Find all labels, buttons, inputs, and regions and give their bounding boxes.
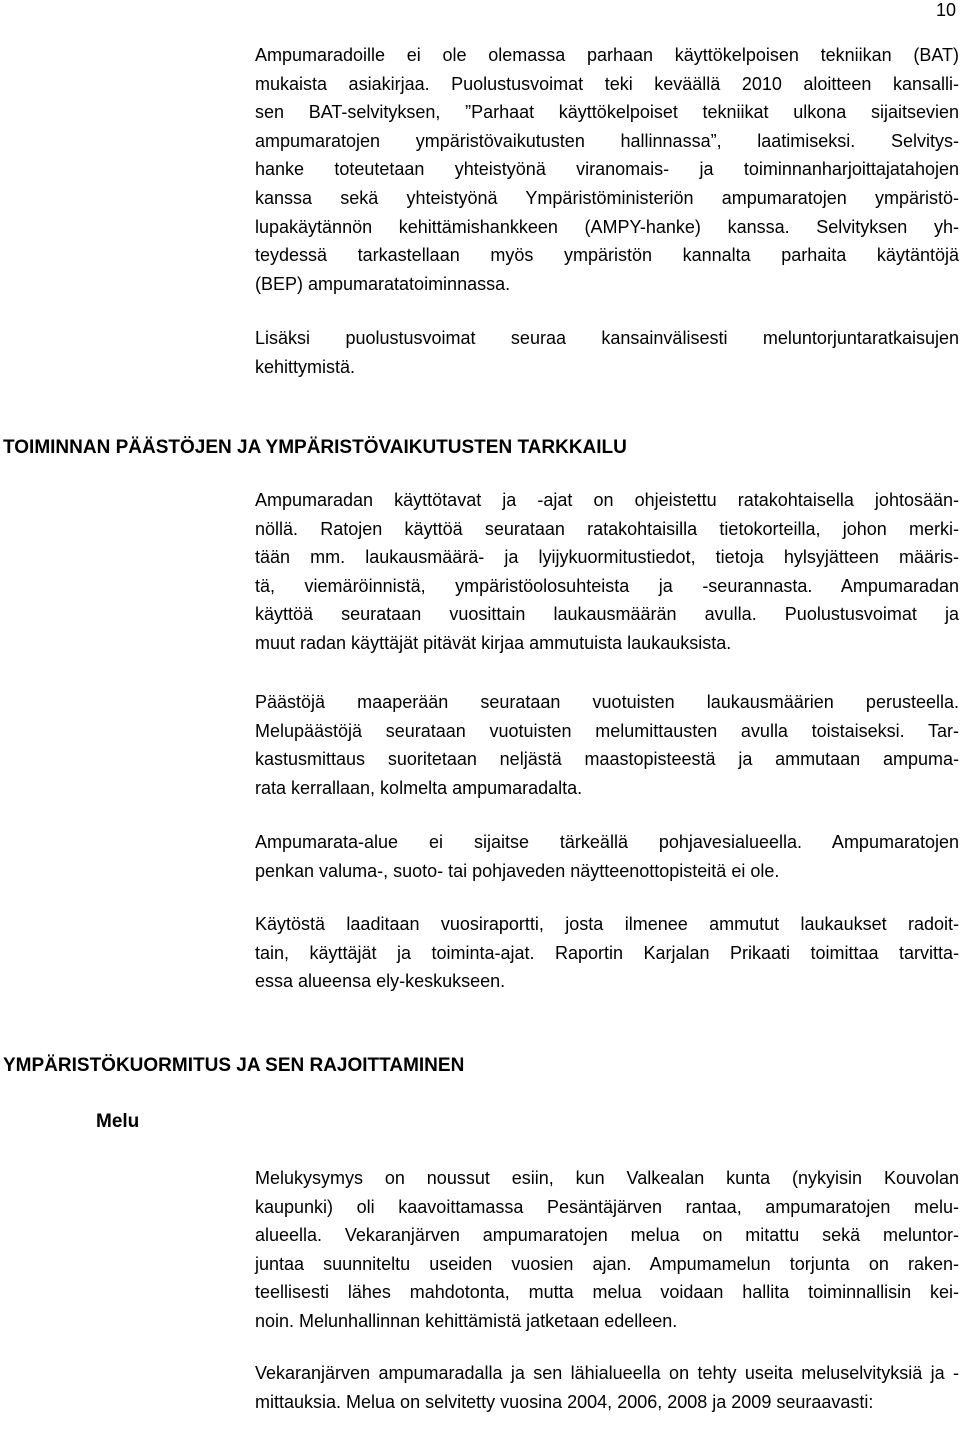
monitoring-paragraph-2 [255,688,959,802]
intro-paragraph-2 [255,324,959,381]
text-line: Ampumarata-alue ei sijaitse tärkeällä pohjavesialueella. Ampumaratojen [255,832,959,852]
text-line: juntaa suunniteltu useiden vuosien ajan. Ampumamelun torjunta on raken- [255,1253,959,1274]
noise-paragraph-2 [255,1359,959,1416]
text-line: Päästöjä maaperään seurataan vuotuisten laukausmäärien perusteella. [255,692,959,712]
text-line: käyttöä seurataan vuosittain laukausmäärän avulla. Puolustusvoimat ja [255,604,959,625]
monitoring-paragraph-3 [255,828,959,885]
text-line: rata kerrallaan, kolmelta ampumaradalta. [255,777,583,798]
text-line: kaupunki) oli kaavoittamassa Pesäntäjärven rantaa, ampumaratojen melu- [255,1196,959,1217]
section-heading-load: YMPÄRISTÖKUORMITUS JA SEN RAJOITTAMINEN [3,1055,465,1076]
text-line: tä, viemäröinnistä, ympäristöolosuhteista ja -seurannasta. Ampumaradan [255,575,959,596]
text-line: teydessä tarkastellaan myös ympäristön kannalta parhaita käytäntöjä [255,245,959,266]
section-heading-monitoring: TOIMINNAN PÄÄSTÖJEN JA YMPÄRISTÖVAIKUTUSTEN TARKKAILU [3,437,627,458]
text-block: Vekaranjärven ampumaradalla ja sen lähialueella on tehty useita meluselvityksiä ja -mittauksia. Melua on selvitetty vuosina 2004, 2006, 2008 ja 2009 seuraavasti: [255,1363,959,1412]
text-line: kastusmittaus suoritetaan neljästä maastopisteestä ja ammutaan ampuma- [255,749,959,770]
text-line: penkan valuma-, suoto- tai pohjaveden näytteenottopisteitä ei ole. [255,860,780,881]
text-line: mukaista asiakirjaa. Puolustusvoimat teki keväällä 2010 aloitteen kansalli- [255,73,959,94]
text-line: tään mm. laukausmäärä- ja lyijykuormitustiedot, tietoja hylsyjätteen määris- [255,547,959,568]
text-line: ampumaratojen ympäristövaikutusten hallinnassa”, laatimiseksi. Selvitys- [255,130,959,151]
text-line: Melupäästöjä seurataan vuotuisten melumittausten avulla toistaiseksi. Tar- [255,720,959,741]
text-line: alueella. Vekaranjärven ampumaratojen melua on mitattu sekä meluntor- [255,1225,959,1246]
monitoring-paragraph-1 [255,486,959,658]
text-line: nöllä. Ratojen käyttöä seurataan ratakohtaisilla tietokorteilla, johon merki- [255,518,959,539]
text-line: Ampumaradoille ei ole olemassa parhaan käyttökelpoisen tekniikan (BAT) [255,45,959,65]
text-line: tain, käyttäjät ja toiminta-ajat. Raportin Karjalan Prikaati toimittaa tarvitta- [255,942,959,963]
text-line: hanke toteutetaan yhteistyönä viranomais- ja toiminnanharjoittajatahojen [255,159,959,180]
text-line: Käytöstä laaditaan vuosiraportti, josta ilmenee ammutut laukaukset radoit- [255,914,959,934]
text-line: sen BAT-selvityksen, ”Parhaat käyttökelpoiset tekniikat ulkona sijaitsevien [255,102,959,123]
subheading-noise: Melu [96,1111,140,1132]
text-line: muut radan käyttäjät pitävät kirjaa ammutuista laukauksista. [255,632,732,653]
text-line: teellisesti lähes mahdotonta, mutta melua voidaan hallita toiminnallisin kei- [255,1282,959,1303]
text-line: kanssa sekä yhteistyönä Ympäristöministeriön ampumaratojen ympäristö- [255,187,959,208]
text-line: essa alueensa ely-keskukseen. [255,971,506,992]
text-line: Melukysymys on noussut esiin, kun Valkealan kunta (nykyisin Kouvolan [255,1168,959,1188]
intro-paragraph [255,41,959,298]
monitoring-paragraph-4 [255,910,959,996]
noise-paragraph-1 [255,1164,959,1336]
text-line: (BEP) ampumaratatoiminnassa. [255,273,511,294]
text-line: Lisäksi puolustusvoimat seuraa kansainvälisesti meluntorjuntaratkaisujen [255,328,959,348]
text-line: noin. Melunhallinnan kehittämistä jatketaan edelleen. [255,1310,678,1331]
page-number: 10 [935,0,956,20]
text-line: lupakäytännön kehittämishankkeen (AMPY-hanke) kanssa. Selvityksen yh- [255,216,959,237]
text-line: Ampumaradan käyttötavat ja -ajat on ohjeistettu ratakohtaisella johtosään- [255,490,959,510]
text-line: kehittymistä. [255,356,356,377]
